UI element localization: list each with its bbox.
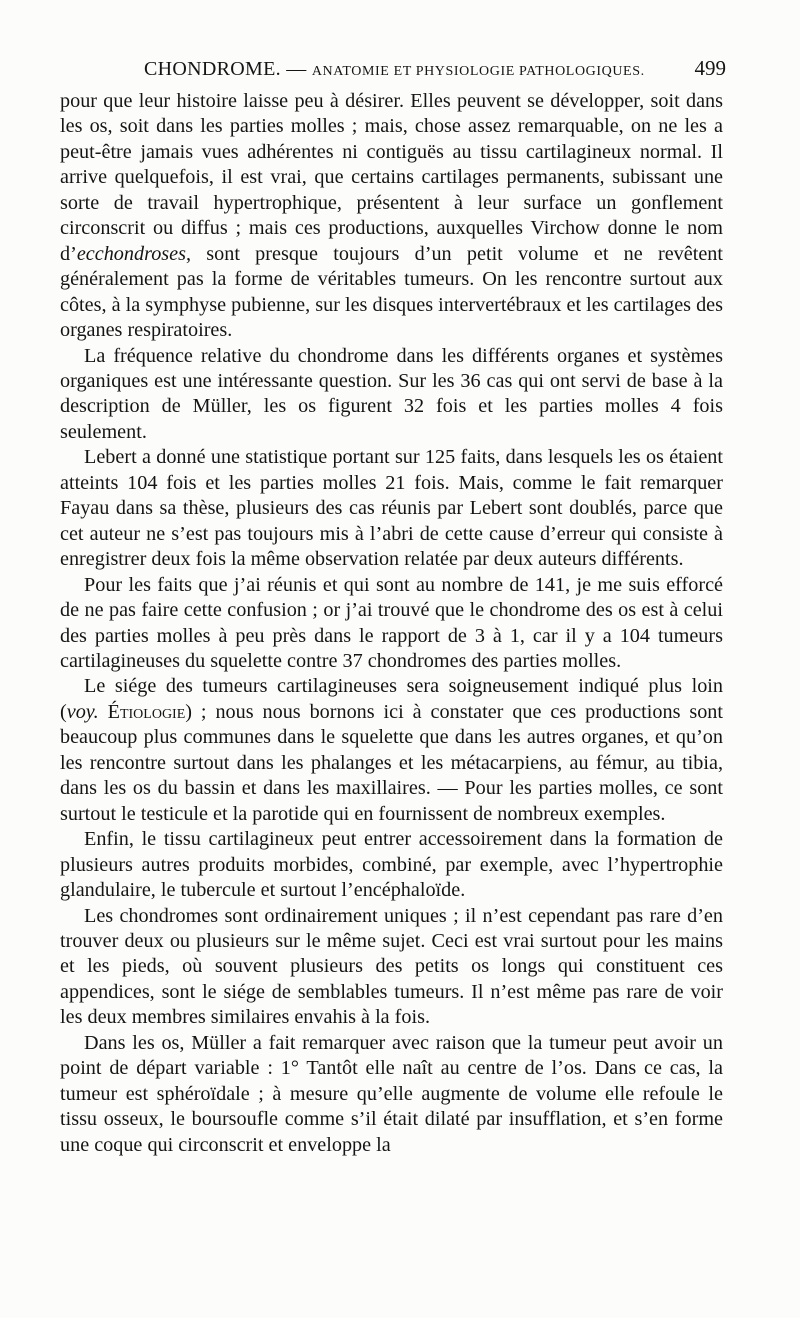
paragraph-5-italic-ref: voy. xyxy=(66,700,99,723)
paragraph-5-text-after: ) ; nous nous bornons ici à constater que ces productions sont beaucoup plus communes dans le squelette que dans les autres organes, et qu’on les rencontre surtout dans les phalanges et les métacarpiens, au fémur, au tibia, dans les os du bassin et dans les maxillaires. — Pour les parties molles, ce sont surtout le testicule et la parotide qui en fournissent de nombreux exemples. xyxy=(60,700,724,825)
paragraph-1-text: pour que leur histoire laisse peu à désirer. Elles peuvent se développer, soit dans les os, soit dans les parties molles ; mais, chose assez remarquable, on ne les a peut-être jamais vues adhérentes ni contiguës au tissu cartilagineux normal. Il arrive quelquefois, il est vrai, que certains cartilages permanents, subissant une sorte de travail hypertrophique, présentent à leur surface un gonflement circonscrit ou diffus ; mais ces productions, auxquelles Virchow donne le nom d’ xyxy=(60,90,723,265)
paragraph-5-section-ref: Étiologie xyxy=(107,700,186,723)
running-header xyxy=(60,56,726,84)
paragraph-2: La fréquence relative du chondrome dans les différents organes et systèmes organiques est une intéressante question. Sur les 36 cas qui ont servi de base à la description de Müller, les os figurent 32 fois et les parties molles 4 fois seulement. xyxy=(60,344,723,443)
running-title-main: CHONDROME. — xyxy=(144,58,307,80)
paragraph-8: Dans les os, Müller a fait remarquer avec raison que la tumeur peut avoir un point de départ variable : 1° Tantôt elle naît au centre de l’os. Dans ce cas, la tumeur est sphéroïdale ; à mesure qu’elle augmente de volume elle refoule le tissu osseux, le boursoufle comme s’il était dilaté par insufflation, et s’en forme une coque qui circonscrit et enveloppe la xyxy=(60,1031,723,1156)
paragraph-6: Enfin, le tissu cartilagineux peut entrer accessoirement dans la formation de plusieurs autres produits morbides, combiné, par exemple, avec l’hypertrophie glandulaire, le tubercule et surtout l’encéphaloïde. xyxy=(60,828,723,902)
running-title-sub: ANATOMIE ET PHYSIOLOGIE PATHOLOGIQUES. xyxy=(311,64,645,79)
paragraph-5-text: Le siége des tumeurs cartilagineuses sera soigneusement indiqué plus loin ( xyxy=(60,675,723,723)
paragraph-3: Lebert a donné une statistique portant sur 125 faits, dans lesquels les os étaient atteints 104 fois et les parties molles 21 fois. Mais, comme le fait remarquer Fayau dans sa thèse, plusieurs des cas réunis par Lebert sont doublés, parce que cet auteur ne s’est pas toujours mis à l’abri de cette cause d’erreur qui consiste à enregistrer deux fois la même observation relatée par deux auteurs différents. xyxy=(60,446,723,571)
paragraph-5 xyxy=(60,674,723,827)
body-text xyxy=(60,89,723,1158)
running-title xyxy=(60,58,645,81)
paragraph-1 xyxy=(60,89,723,344)
paragraph-4: Pour les faits que j’ai réunis et qui sont au nombre de 141, je me suis efforcé de ne pas faire cette confusion ; or j’ai trouvé que le chondrome des os est à celui des parties molles à peu près dans le rapport de 3 à 1, car il y a 104 tumeurs cartilagineuses du squelette contre 37 chondromes des parties molles. xyxy=(60,573,723,672)
paragraph-1-text-after: , sont presque toujours d’un petit volume et ne revêtent généralement pas la forme de véritables tumeurs. On les rencontre surtout aux côtes, à la symphyse pubienne, sur les disques intervertébraux et les cartilages des organes respiratoires. xyxy=(60,242,723,342)
paragraph-7: Les chondromes sont ordinairement uniques ; il n’est cependant pas rare d’en trouver deux ou plusieurs sur le même sujet. Ceci est vrai surtout pour les mains et les pieds, où souvent plusieurs des petits os longs qui constituent ces appendices, sont le siége de semblables tumeurs. Il n’est même pas rare de voir les deux membres similaires envahis à la fois. xyxy=(60,904,723,1029)
page-number: 499 xyxy=(694,56,726,80)
paragraph-1-italic-term: ecchondroses xyxy=(76,242,186,265)
